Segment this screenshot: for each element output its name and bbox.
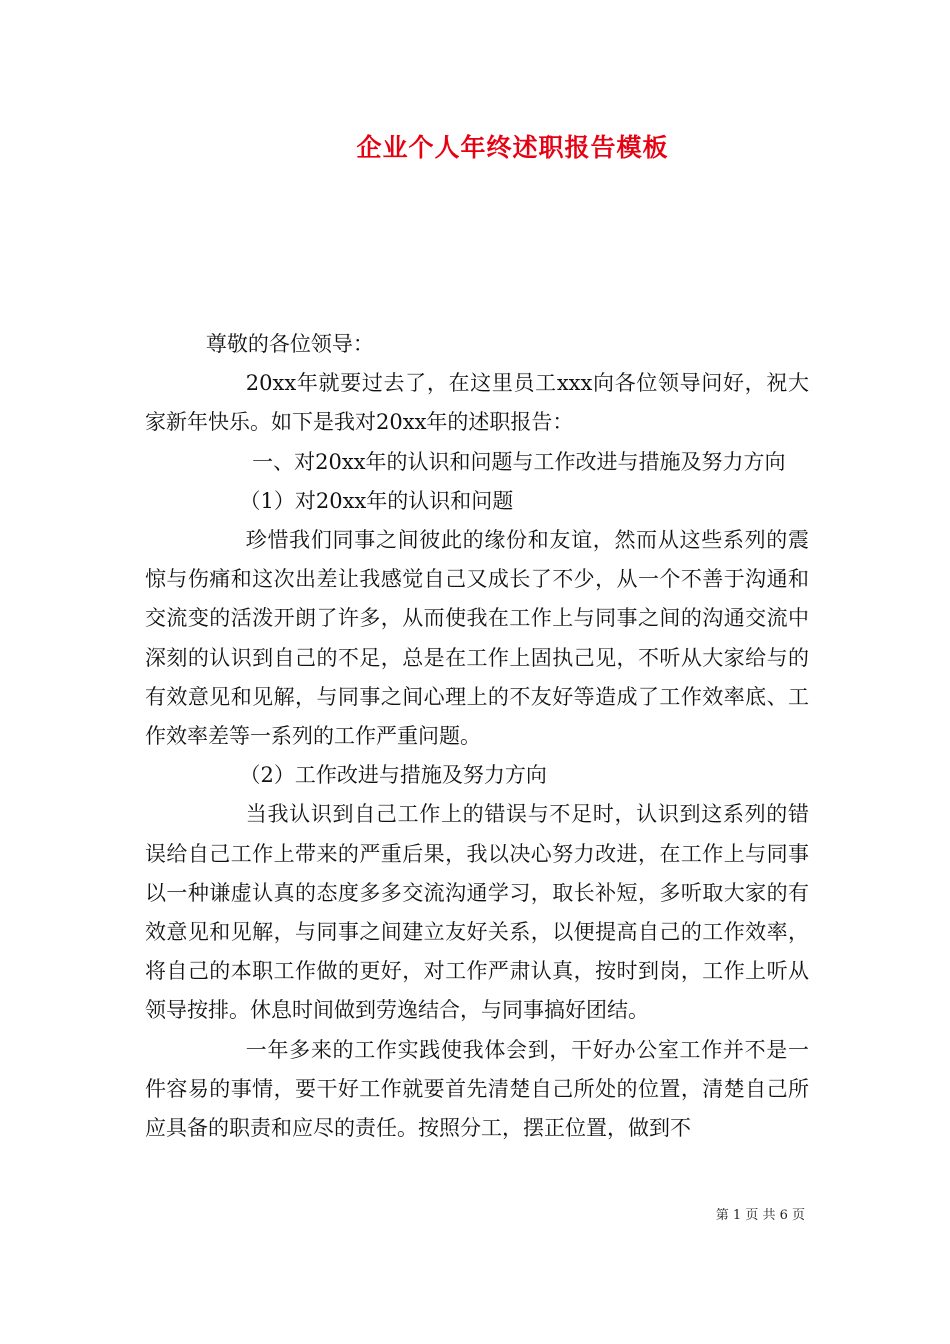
- paragraph-intro: 20xx年就要过去了，在这里员工xxx向各位领导问好，祝大家新年快乐。如下是我对20xx年的述职报告：: [145, 371, 809, 435]
- subheading-2: （2）工作改进与措施及努力方向: [239, 763, 547, 788]
- paragraph-1: 珍惜我们同事之间彼此的缘份和友谊，然而从这些系列的震惊与伤痛和这次出差让我感觉自己又成长了不少，从一个不善于沟通和交流变的活泼开朗了许多，从而使我在工作上与同事之间的沟通交流中深刻的认识到自己的不足，总是在工作上固执己见，不听从大家给与的有效意见和见解，与同事之间心理上的不友好等造成了工作效率底、工作效率差等一系列的工作严重问题。: [145, 528, 809, 749]
- page-number: 第 1 页 共 6 页: [715, 1208, 805, 1223]
- greeting: 尊敬的各位领导：: [205, 332, 374, 356]
- section-heading-1: 一、对20xx年的认识和问题与工作改进与措施及努力方向: [252, 449, 786, 474]
- subheading-1: （1）对20xx年的认识和问题: [239, 488, 514, 513]
- document-title: 企业个人年终述职报告模板: [356, 133, 669, 162]
- paragraph-3: 一年多来的工作实践使我体会到，干好办公室工作并不是一件容易的事情，要干好工作就要首先清楚自己所处的位置，清楚自己所应具备的职责和应尽的责任。按照分工，摆正位置，做到不: [145, 1037, 809, 1141]
- document-body: [145, 325, 809, 1148]
- paragraph-2: 当我认识到自己工作上的错误与不足时，认识到这系列的错误给自己工作上带来的严重后果，我以决心努力改进，在工作上与同事以一种谦虚认真的态度多多交流沟通学习，取长补短，多听取大家的有效意见和见解，与同事之间建立友好关系，以便提高自己的工作效率，将自己的本职工作做的更好，对工作严肃认真，按时到岗，工作上听从领导按排。休息时间做到劳逸结合，与同事搞好团结。: [145, 802, 809, 1023]
